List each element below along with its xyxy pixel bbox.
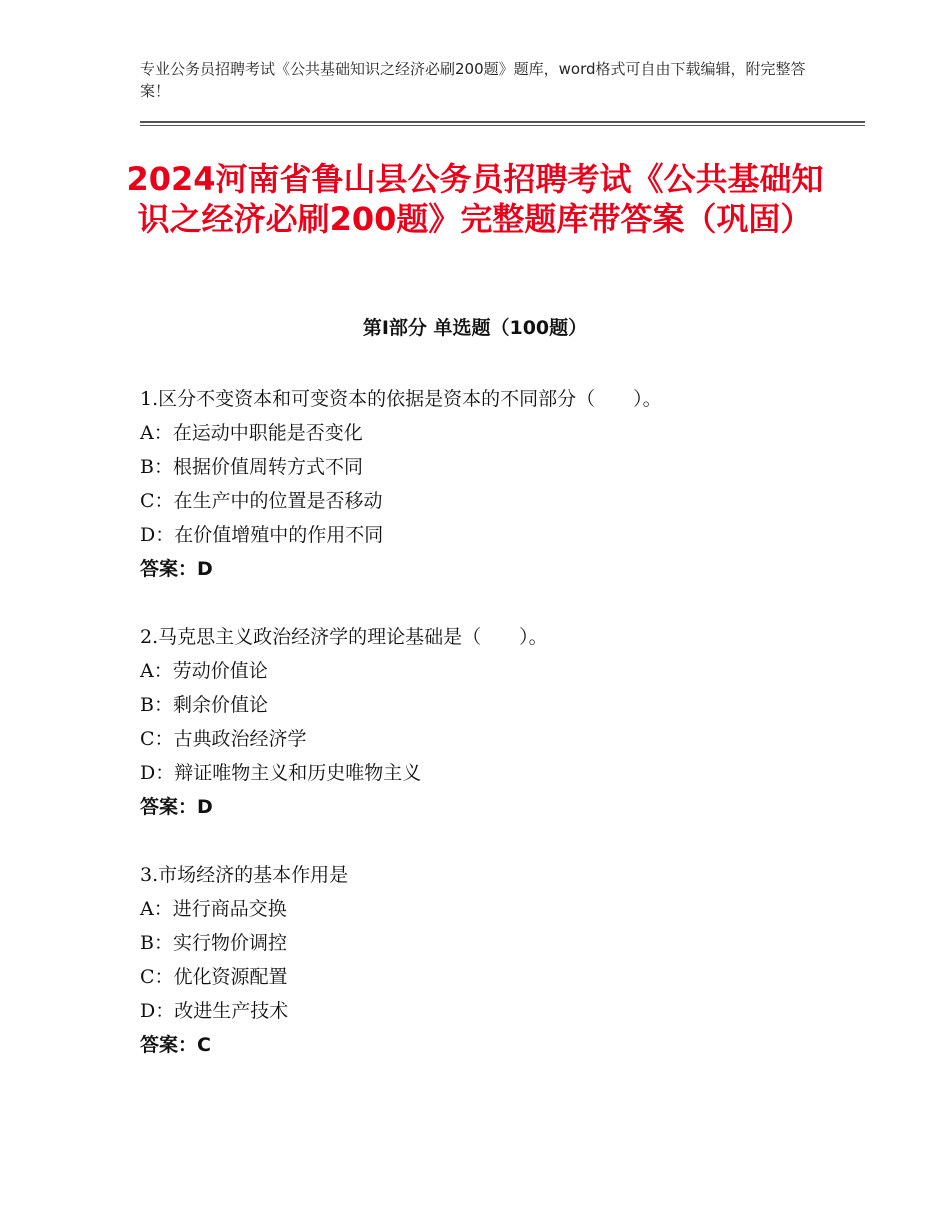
option-a: A：劳动价值论 [140,660,268,682]
option-c: C：古典政治经济学 [140,728,307,750]
option-b: B：剩余价值论 [140,694,268,716]
question-3 [140,858,860,1062]
option-b: B：实行物价调控 [140,932,287,954]
option-b: B：根据价值周转方式不同 [140,456,363,478]
question-1 [140,382,860,586]
question-list [140,382,860,1096]
header-note: 专业公务员招聘考试《公共基础知识之经济必刷200题》题库，word格式可自由下载编辑，附完整答案！ [140,60,806,100]
answer-line: 答案：C [140,1034,211,1056]
question-stem: 1.区分不变资本和可变资本的依据是资本的不同部分（ ）。 [140,388,662,410]
question-2 [140,620,860,824]
header-divider-thick [140,121,865,123]
header-divider-thin [140,125,865,126]
document-title: 2024河南省鲁山县公务员招聘考试《公共基础知识之经济必刷200题》完整题库带答案（巩固） [126,160,824,238]
option-c: C：在生产中的位置是否移动 [140,490,383,512]
question-stem: 3.市场经济的基本作用是 [140,864,349,886]
answer-line: 答案：D [140,558,213,580]
answer-line: 答案：D [140,796,213,818]
question-stem: 2.马克思主义政治经济学的理论基础是（ ）。 [140,626,548,648]
option-d: D：改进生产技术 [140,1000,289,1022]
option-d: D：辩证唯物主义和历史唯物主义 [140,762,422,784]
option-c: C：优化资源配置 [140,966,288,988]
option-a: A：进行商品交换 [140,898,287,920]
option-d: D：在价值增殖中的作用不同 [140,524,384,546]
section-heading: 第Ⅰ部分 单选题（100题） [362,317,588,339]
option-a: A：在运动中职能是否变化 [140,422,363,444]
